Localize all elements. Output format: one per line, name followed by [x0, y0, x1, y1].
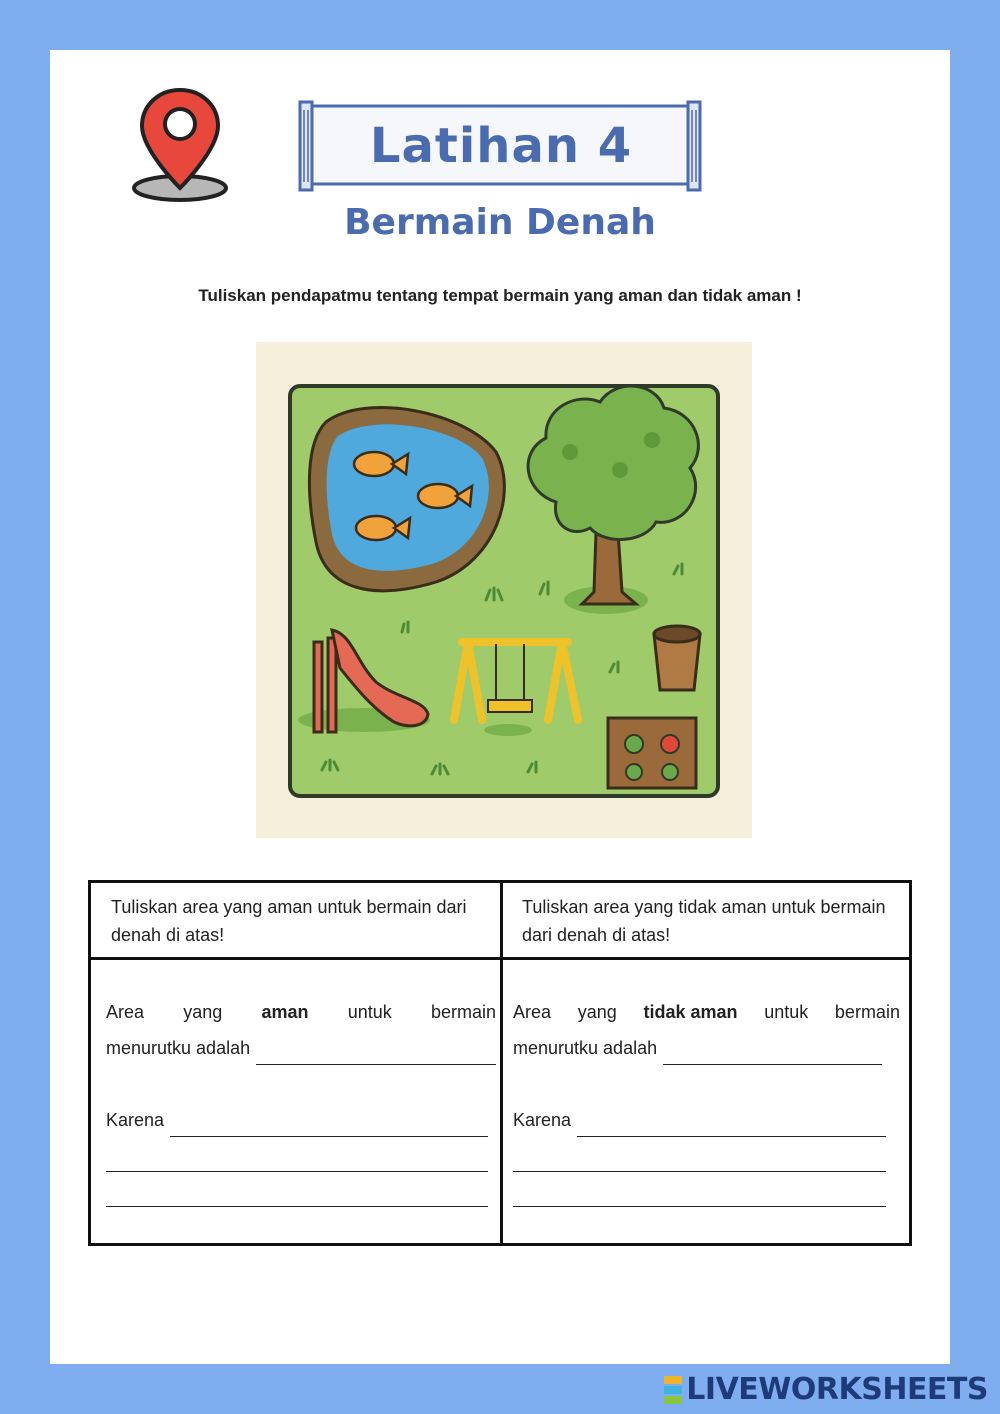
- answer-label: menurutku adalah: [106, 1038, 251, 1058]
- reason-blank[interactable]: [106, 1137, 488, 1172]
- table-divider: [91, 957, 909, 960]
- brand-logo-icon: [664, 1375, 682, 1405]
- unsafe-area-answer: [513, 995, 900, 1207]
- karena-label: Karena: [106, 1110, 165, 1130]
- answer-table: [88, 880, 912, 1246]
- answer-label: menurutku adalah: [513, 1038, 658, 1058]
- reason-blank[interactable]: [577, 1114, 886, 1137]
- page-title: Latihan 4: [369, 118, 633, 174]
- word: Area: [513, 1002, 552, 1022]
- liveworksheets-logo[interactable]: [664, 1372, 988, 1407]
- word: untuk: [347, 1002, 392, 1022]
- reason-blank[interactable]: [170, 1114, 488, 1137]
- left-header: Tuliskan area yang aman untuk bermain dari denah di atas!: [111, 897, 467, 945]
- reason-blank[interactable]: [513, 1137, 886, 1172]
- word: bermain: [430, 1002, 496, 1022]
- flower-bed: [608, 718, 696, 788]
- word: Area: [106, 1002, 145, 1022]
- word-tidak-aman: tidak aman: [643, 1002, 738, 1022]
- playground-map-illustration: [256, 342, 752, 838]
- reason-blank[interactable]: [106, 1172, 488, 1207]
- word: yang: [183, 1002, 223, 1022]
- reason-blank[interactable]: [513, 1172, 886, 1207]
- safe-area-answer: [106, 995, 496, 1207]
- page-subtitle: Bermain Denah: [344, 202, 656, 243]
- word-aman: aman: [261, 1002, 309, 1022]
- answer-blank[interactable]: [663, 1042, 882, 1065]
- word: bermain: [834, 1002, 900, 1022]
- table-divider: [500, 883, 503, 1243]
- brand-name: LIVEWORKSHEETS: [686, 1372, 988, 1407]
- worksheet-page: [50, 50, 950, 1364]
- karena-label: Karena: [513, 1110, 572, 1130]
- trash-bin: [654, 626, 700, 690]
- answer-blank[interactable]: [256, 1042, 496, 1065]
- word: yang: [577, 1002, 617, 1022]
- instruction-text: Tuliskan pendapatmu tentang tempat bermain yang aman dan tidak aman !: [198, 286, 802, 305]
- word: untuk: [764, 1002, 809, 1022]
- right-header: Tuliskan area yang tidak aman untuk bermain dari denah di atas!: [522, 897, 886, 945]
- location-pin-icon: [130, 84, 230, 204]
